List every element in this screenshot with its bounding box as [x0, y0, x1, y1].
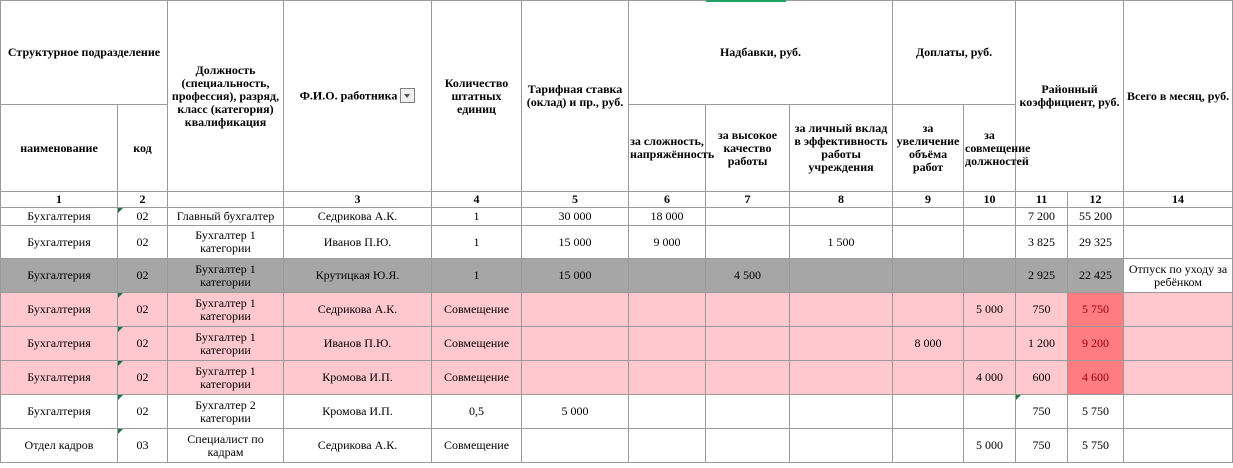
cell-fio[interactable]: Крутицкая Ю.Я.	[284, 259, 432, 293]
cell-units[interactable]: Совмещение	[432, 327, 522, 361]
col-num[interactable]: 11	[1016, 192, 1068, 208]
cell-sur-combination[interactable]	[964, 259, 1016, 293]
cell-code-value: 03	[136, 438, 149, 452]
table-row	[1, 361, 1233, 395]
cell-note[interactable]: Отпуск по уходу за ребёнком	[1124, 259, 1233, 293]
col-num-empty[interactable]	[168, 192, 284, 208]
cell-total[interactable]: 55 200	[1068, 208, 1124, 226]
cell-allow-contribution[interactable]	[790, 208, 893, 226]
cell-code[interactable]	[118, 395, 168, 429]
col-num[interactable]: 3	[284, 192, 432, 208]
header-sur-combination[interactable]: за совмещение должностей	[964, 105, 1016, 192]
cell-fio[interactable]: Седрикова А.К.	[284, 429, 432, 463]
cell-rate[interactable]: 5 000	[522, 395, 629, 429]
cell-sur-combination[interactable]	[964, 226, 1016, 259]
cell-total[interactable]: 4 600	[1068, 361, 1124, 395]
cell-position[interactable]: Бухгалтер 1 категории	[168, 226, 284, 259]
cell-sur-combination[interactable]: 5 000	[964, 293, 1016, 327]
green-triangle-icon	[118, 327, 123, 332]
cell-code-value: 02	[136, 370, 149, 384]
cell-sur-combination[interactable]	[964, 327, 1016, 361]
filter-dropdown-icon[interactable]	[400, 88, 415, 103]
green-triangle-icon	[118, 293, 123, 298]
cell-sur-volume[interactable]	[893, 293, 964, 327]
cell-position[interactable]: Бухгалтер 2 категории	[168, 395, 284, 429]
cell-allow-contribution[interactable]: 1 500	[790, 226, 893, 259]
cell-note[interactable]	[1124, 327, 1233, 361]
header-name[interactable]: наименование	[1, 105, 118, 192]
cell-position[interactable]: Бухгалтер 1 категории	[168, 259, 284, 293]
cell-note[interactable]	[1124, 226, 1233, 259]
cell-regional[interactable]: 600	[1016, 361, 1068, 395]
cell-total[interactable]: 5 750	[1068, 395, 1124, 429]
cell-allow-complexity[interactable]: 9 000	[629, 226, 706, 259]
green-triangle-icon	[118, 395, 123, 400]
green-triangle-icon	[118, 429, 123, 434]
table-row	[1, 259, 1233, 293]
cell-regional-value: 750	[1032, 404, 1051, 418]
cell-regional[interactable]: 7 200	[1016, 208, 1068, 226]
cell-sur-combination[interactable]	[964, 395, 1016, 429]
cell-position[interactable]: Бухгалтер 1 категории	[168, 327, 284, 361]
header-fio[interactable]	[284, 1, 432, 192]
cell-regional[interactable]: 2 925	[1016, 259, 1068, 293]
cell-sur-volume[interactable]	[893, 361, 964, 395]
header-surcharges[interactable]: Доплаты, руб.	[893, 1, 1016, 105]
cell-fio[interactable]: Седрикова А.К.	[284, 293, 432, 327]
cell-code-value: 02	[136, 404, 149, 418]
cell-allow-quality[interactable]	[706, 293, 790, 327]
cell-allow-contribution[interactable]	[790, 293, 893, 327]
cell-code[interactable]	[118, 429, 168, 463]
cell-fio[interactable]: Кромова И.П.	[284, 395, 432, 429]
header-rate[interactable]: Тарифная ставка (оклад) и пр., руб.	[522, 1, 629, 192]
green-triangle-icon	[1016, 395, 1021, 400]
col-num[interactable]: 2	[118, 192, 168, 208]
cell-allow-complexity[interactable]	[629, 395, 706, 429]
col-num[interactable]: 4	[432, 192, 522, 208]
table-row	[1, 429, 1233, 463]
header-allowances[interactable]: Надбавки, руб.	[629, 1, 893, 105]
cell-dept[interactable]: Бухгалтерия	[1, 395, 118, 429]
header-allow-quality[interactable]: за высокое качество работы	[706, 105, 790, 192]
cell-allow-quality[interactable]	[706, 429, 790, 463]
cell-sur-volume[interactable]	[893, 208, 964, 226]
cell-allow-complexity[interactable]	[629, 259, 706, 293]
cell-total[interactable]: 29 325	[1068, 226, 1124, 259]
col-num[interactable]: 7	[706, 192, 790, 208]
cell-total[interactable]: 9 200	[1068, 327, 1124, 361]
cell-code-value: 02	[136, 336, 149, 350]
cell-total[interactable]: 5 750	[1068, 293, 1124, 327]
col-num[interactable]: 8	[790, 192, 893, 208]
cell-total[interactable]: 5 750	[1068, 429, 1124, 463]
table-row	[1, 226, 1233, 259]
cell-sur-combination[interactable]: 4 000	[964, 361, 1016, 395]
header-struct-unit[interactable]: Структурное подразделение	[1, 1, 168, 105]
cell-units[interactable]: Совмещение	[432, 361, 522, 395]
cell-allow-quality[interactable]	[706, 327, 790, 361]
col-num[interactable]: 6	[629, 192, 706, 208]
cell-sur-volume[interactable]	[893, 429, 964, 463]
cell-note[interactable]	[1124, 395, 1233, 429]
cell-allow-quality[interactable]: 4 500	[706, 259, 790, 293]
cell-allow-quality[interactable]	[706, 395, 790, 429]
header-regional[interactable]: Районный коэффициент, руб.	[1016, 1, 1124, 192]
cell-code-value: 02	[136, 302, 149, 316]
cell-rate[interactable]: 15 000	[522, 226, 629, 259]
col-num[interactable]: 14	[1124, 192, 1233, 208]
cell-sur-volume[interactable]	[893, 395, 964, 429]
col-num[interactable]: 9	[893, 192, 964, 208]
cell-allow-complexity[interactable]: 18 000	[629, 208, 706, 226]
cell-dept[interactable]: Бухгалтерия	[1, 293, 118, 327]
header-total[interactable]: Всего в месяц, руб.	[1124, 1, 1233, 192]
cell-allow-complexity[interactable]	[629, 429, 706, 463]
green-triangle-icon	[118, 361, 123, 366]
cell-regional[interactable]: 3 825	[1016, 226, 1068, 259]
cell-sur-volume[interactable]	[893, 259, 964, 293]
cell-rate[interactable]	[522, 429, 629, 463]
cell-note[interactable]	[1124, 293, 1233, 327]
cell-units[interactable]: Совмещение	[432, 293, 522, 327]
cell-note[interactable]	[1124, 361, 1233, 395]
cell-fio[interactable]: Кромова И.П.	[284, 361, 432, 395]
table-row	[1, 395, 1233, 429]
cell-allow-contribution[interactable]	[790, 361, 893, 395]
cell-regional[interactable]: 750	[1016, 293, 1068, 327]
cell-sur-volume[interactable]	[893, 226, 964, 259]
cell-fio[interactable]: Иванов П.Ю.	[284, 327, 432, 361]
cell-allow-quality[interactable]	[706, 361, 790, 395]
cell-dept[interactable]: Бухгалтерия	[1, 259, 118, 293]
cell-allow-quality[interactable]	[706, 226, 790, 259]
col-num[interactable]: 10	[964, 192, 1016, 208]
cell-rate[interactable]: 30 000	[522, 208, 629, 226]
cell-position[interactable]: Бухгалтер 1 категории	[168, 293, 284, 327]
cell-code[interactable]	[118, 327, 168, 361]
cell-rate[interactable]: 15 000	[522, 259, 629, 293]
cell-code[interactable]: 02	[118, 259, 168, 293]
cell-code[interactable]	[118, 208, 168, 226]
cell-sur-combination[interactable]: 5 000	[964, 429, 1016, 463]
cell-allow-complexity[interactable]	[629, 361, 706, 395]
cell-sur-combination[interactable]	[964, 208, 1016, 226]
col-num[interactable]: 1	[1, 192, 118, 208]
header-units[interactable]: Количество штатных единиц	[432, 1, 522, 192]
cell-code-value: 02	[136, 209, 149, 223]
cell-fio[interactable]: Седрикова А.К.	[284, 208, 432, 226]
cell-position[interactable]: Главный бухгалтер	[168, 208, 284, 226]
cell-units[interactable]: 1	[432, 259, 522, 293]
cell-allow-contribution[interactable]	[790, 429, 893, 463]
cell-dept[interactable]: Бухгалтерия	[1, 327, 118, 361]
cell-units[interactable]: 0,5	[432, 395, 522, 429]
cell-total[interactable]: 22 425	[1068, 259, 1124, 293]
cell-allow-contribution[interactable]	[790, 259, 893, 293]
cell-allow-complexity[interactable]	[629, 327, 706, 361]
header-position[interactable]: Должность (специальность, профессия), разряд, класс (категория) квалификация	[168, 1, 284, 192]
cell-fio[interactable]: Иванов П.Ю.	[284, 226, 432, 259]
header-allow-complexity[interactable]: за сложность, напряжённость	[629, 105, 706, 192]
cell-dept[interactable]: Бухгалтерия	[1, 361, 118, 395]
cell-allow-quality[interactable]	[706, 208, 790, 226]
cell-sur-volume[interactable]: 8 000	[893, 327, 964, 361]
cell-code[interactable]	[118, 361, 168, 395]
cell-dept[interactable]: Бухгалтерия	[1, 208, 118, 226]
cell-units[interactable]: 1	[432, 208, 522, 226]
header-fio-label: Ф.И.О. работника	[299, 87, 398, 102]
col-num[interactable]: 5	[522, 192, 629, 208]
cell-allow-contribution[interactable]	[790, 395, 893, 429]
green-triangle-icon	[118, 208, 123, 213]
header-code[interactable]: код	[118, 105, 168, 192]
cell-note[interactable]	[1124, 429, 1233, 463]
cell-code[interactable]: 02	[118, 226, 168, 259]
cell-dept[interactable]: Бухгалтерия	[1, 226, 118, 259]
cell-position[interactable]: Бухгалтер 1 категории	[168, 361, 284, 395]
cell-dept[interactable]: Отдел кадров	[1, 429, 118, 463]
table-row	[1, 293, 1233, 327]
cell-allow-complexity[interactable]	[629, 293, 706, 327]
cell-regional[interactable]	[1016, 395, 1068, 429]
header-allow-contribution[interactable]: за личный вклад в эффективность работы учреждения	[790, 105, 893, 192]
cell-rate[interactable]	[522, 327, 629, 361]
cell-note[interactable]	[1124, 208, 1233, 226]
cell-rate[interactable]	[522, 293, 629, 327]
cell-regional[interactable]: 1 200	[1016, 327, 1068, 361]
table-row	[1, 208, 1233, 226]
cell-code[interactable]	[118, 293, 168, 327]
cell-units[interactable]: Совмещение	[432, 429, 522, 463]
cell-units[interactable]: 1	[432, 226, 522, 259]
col-num[interactable]: 12	[1068, 192, 1124, 208]
cell-allow-contribution[interactable]	[790, 327, 893, 361]
cell-rate[interactable]	[522, 361, 629, 395]
cell-regional[interactable]: 750	[1016, 429, 1068, 463]
cell-position[interactable]: Специалист по кадрам	[168, 429, 284, 463]
header-sur-volume[interactable]: за увеличение объёма работ	[893, 105, 964, 192]
table-row	[1, 327, 1233, 361]
